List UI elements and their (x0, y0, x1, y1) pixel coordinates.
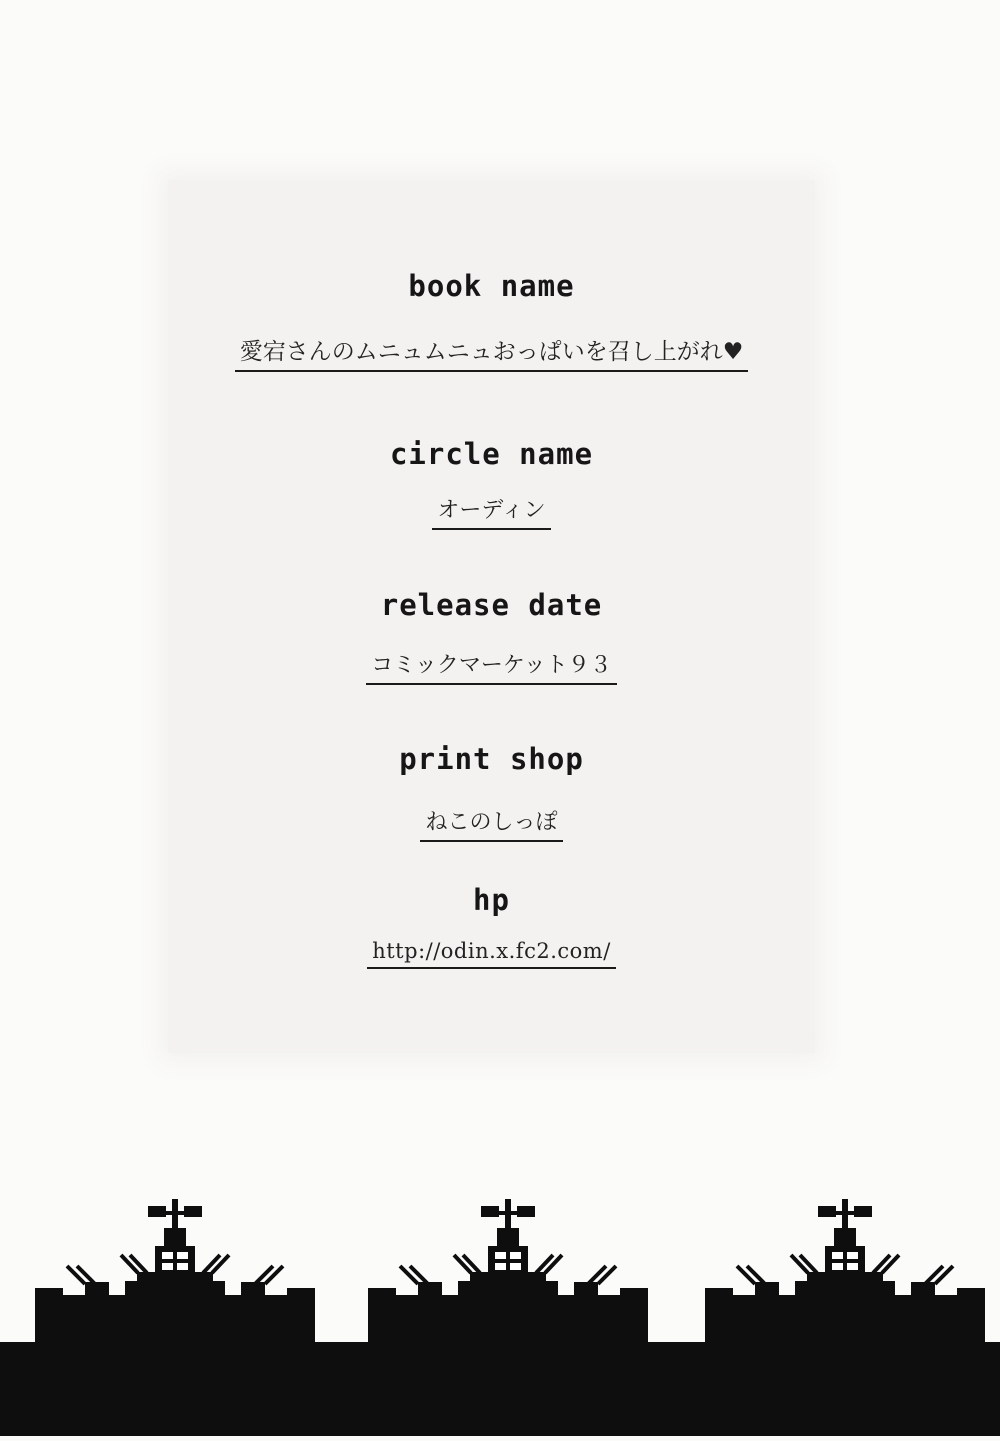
hp-value (168, 938, 815, 969)
print-shop-heading: print shop (399, 742, 584, 776)
hp-url-text: http://odin.x.fc2.com/ (367, 938, 616, 969)
book-name-text: 愛宕さんのムニュムニュおっぱいを召し上がれ♥ (235, 338, 749, 372)
circle-name-value (168, 497, 815, 530)
release-date-value (168, 652, 815, 685)
battleship-silhouette (368, 1199, 648, 1342)
hp-heading: hp (473, 883, 510, 917)
release-date-heading: release date (380, 588, 603, 622)
hull-band (0, 1342, 1000, 1436)
book-name-value (168, 338, 815, 372)
print-shop-value (168, 809, 815, 842)
circle-name-text: オーディン (432, 497, 550, 530)
book-name-heading: book name (408, 269, 575, 303)
circle-name-heading: circle name (389, 437, 594, 471)
battleships-illustration (0, 1185, 1000, 1436)
release-date-text: コミックマーケット９３ (366, 652, 616, 685)
battleship-silhouette-row (0, 1185, 1000, 1436)
battleship-silhouette (705, 1199, 985, 1342)
battleship-silhouette (35, 1199, 315, 1342)
print-shop-text: ねこのしっぽ (420, 809, 562, 842)
